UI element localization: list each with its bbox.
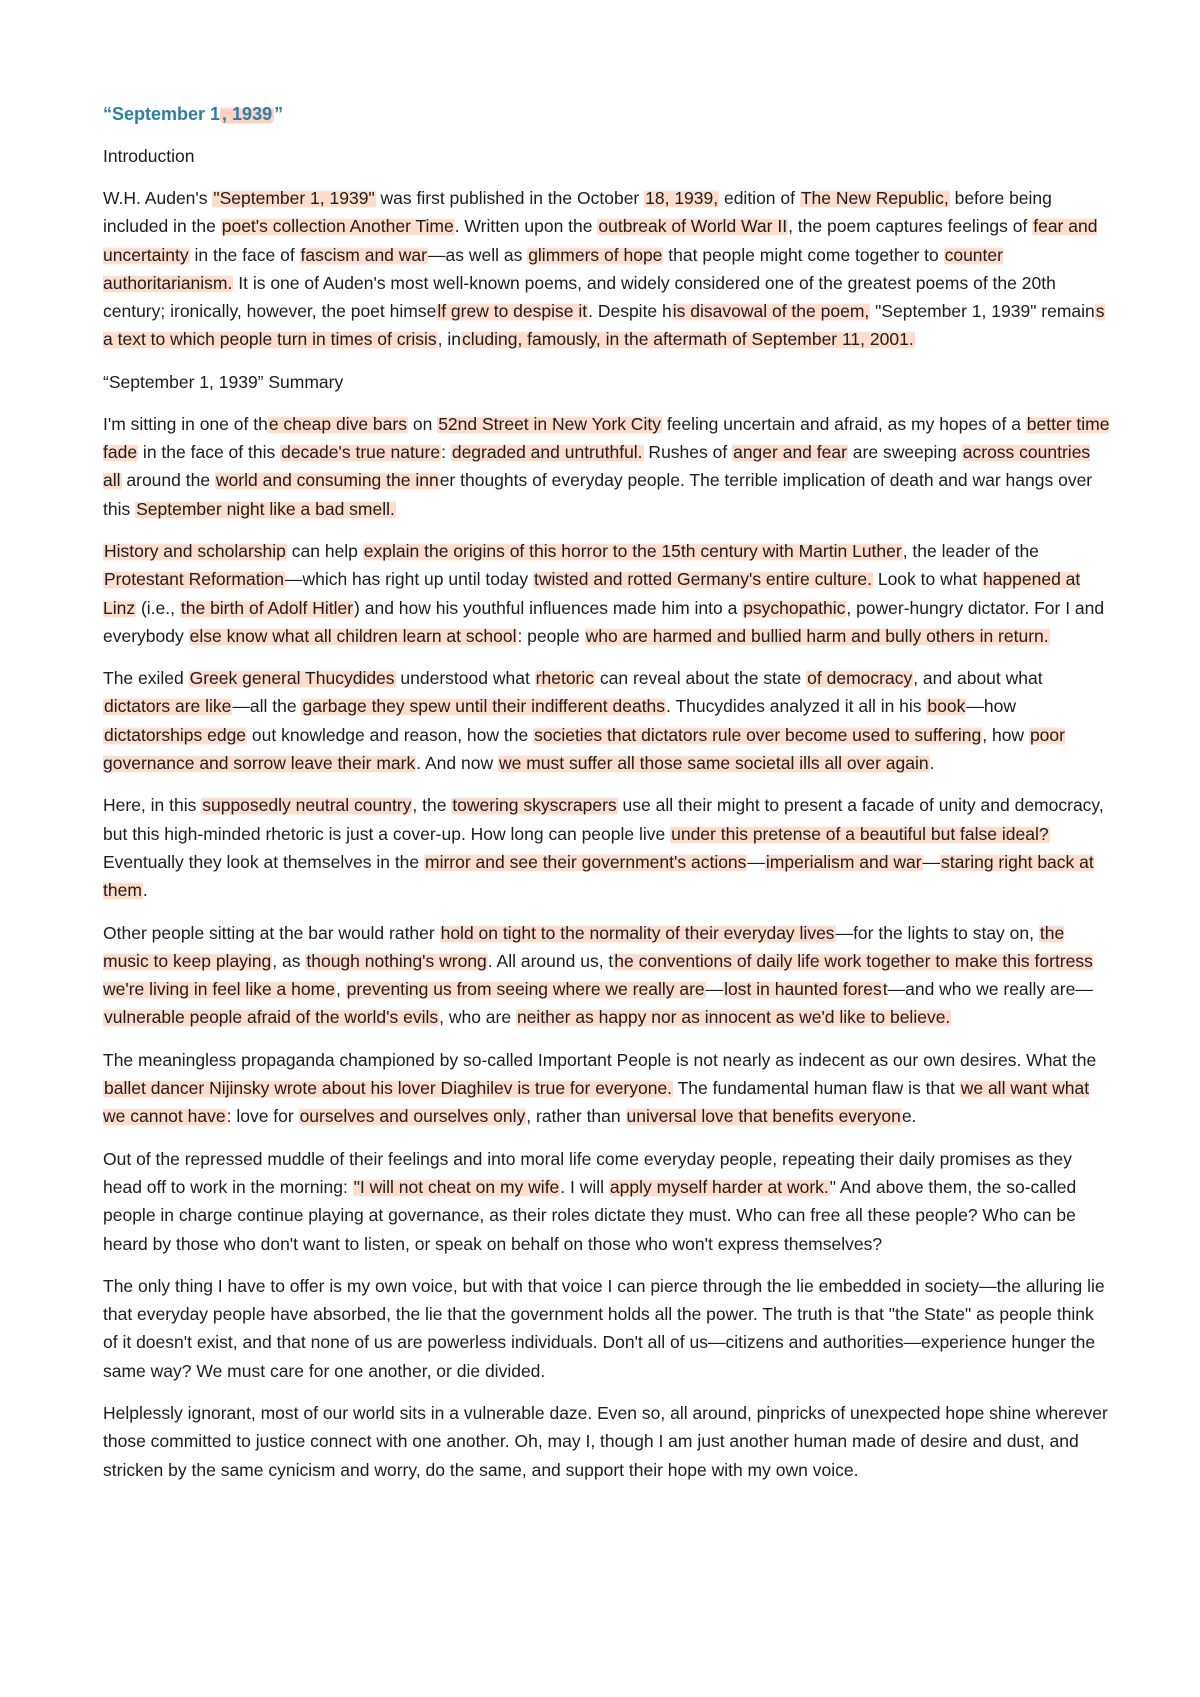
body-text: before being included in the bbox=[103, 188, 1052, 237]
highlighted-text: History and scholarship bbox=[104, 540, 286, 561]
body-text: er thoughts of everyday people. The terrible implication of death and war hangs over this bbox=[103, 470, 1093, 519]
summary-paragraph-3 bbox=[103, 664, 1113, 777]
body-text: — bbox=[922, 851, 941, 872]
body-text: , how bbox=[982, 724, 1029, 745]
highlighted-text: explain the origins of this horror to the 15th century with Martin Luther bbox=[363, 540, 902, 561]
body-text: : people bbox=[517, 625, 585, 646]
body-text: can reveal about the state bbox=[595, 668, 807, 689]
body-text: e. bbox=[901, 1106, 917, 1127]
highlighted-text: "September 1, 1939" bbox=[213, 188, 375, 208]
highlighted-text: Protestant Reformation bbox=[104, 569, 284, 590]
body-text: " And above them, the so-called people in charge continue playing at governance, as their roles dictate they must. Who can free all these people? Who can be heard by those who don't want to listen, or speak on behalf on those who won't express themselves? bbox=[103, 1176, 1077, 1254]
body-text: I'm sitting in one of th bbox=[103, 413, 268, 434]
highlighted-text: glimmers of hope bbox=[528, 244, 663, 265]
body-text: —which has right up until today bbox=[284, 569, 534, 590]
highlighted-text: dictators are like bbox=[104, 696, 232, 717]
body-text: Out of the repressed muddle of their feelings and into moral life come everyday people, repeating their daily promises as they head off to work in the morning: bbox=[103, 1148, 1072, 1197]
highlighted-text: of democracy bbox=[807, 668, 913, 689]
body-text: ) and how his youthful influences made him into a bbox=[354, 597, 743, 618]
body-text: . I will bbox=[560, 1176, 609, 1197]
highlighted-text: mirror and see their government's actions bbox=[425, 851, 747, 872]
body-text: . Thucydides analyzed it all in his bbox=[666, 696, 927, 717]
highlighted-text: September night like a bad smell. bbox=[136, 498, 395, 519]
body-text: —all the bbox=[232, 696, 302, 717]
highlighted-text: happened at Linz bbox=[103, 569, 1081, 618]
highlighted-text: The New Republic, bbox=[800, 188, 949, 208]
body-text: , in bbox=[437, 329, 461, 350]
body-text: . All around us, t bbox=[487, 950, 614, 971]
body-text: are sweeping bbox=[847, 442, 962, 463]
highlighted-text: ballet dancer Nijinsky wrote about his lover Diaghilev is true for everyone. bbox=[104, 1078, 673, 1099]
body-text: : love for bbox=[226, 1106, 299, 1127]
body-text: —as well as bbox=[427, 244, 528, 265]
body-text: Other people sitting at the bar would rather bbox=[103, 922, 440, 943]
body-text: "September 1, 1939" remain bbox=[870, 301, 1095, 322]
body-text: in the face of this bbox=[138, 442, 281, 463]
title-text: September 1 bbox=[112, 104, 221, 124]
highlighted-text: s a text to which people turn in times of crisis bbox=[103, 301, 1105, 350]
highlighted-text: vulnerable people afraid of the world's evils bbox=[104, 1007, 439, 1028]
summary-heading: “September 1, 1939” Summary bbox=[103, 371, 344, 392]
highlighted-text: supposedly neutral country bbox=[202, 795, 412, 816]
highlighted-text: poet's collection Another Time bbox=[221, 216, 454, 237]
highlighted-text: psychopathic bbox=[743, 597, 846, 618]
highlighted-text: towering skyscrapers bbox=[452, 795, 617, 816]
highlighted-text: preventing us from seeing where we really are bbox=[346, 979, 705, 1000]
highlighted-text: lost in haunted fores bbox=[724, 979, 882, 1000]
highlighted-text: dictatorships edge bbox=[104, 724, 247, 745]
highlighted-text: "I will not cheat on my wife bbox=[353, 1176, 560, 1197]
body-text: . Written upon the bbox=[454, 216, 598, 237]
highlighted-text: Greek general Thucydides bbox=[189, 668, 395, 689]
body-text: t—and who we really are— bbox=[882, 979, 1093, 1000]
document-title bbox=[103, 100, 1113, 128]
highlighted-text: societies that dictators rule over become used to suffering bbox=[534, 724, 982, 745]
highlighted-text: universal love that benefits everyon bbox=[626, 1106, 901, 1127]
body-text: in the face of bbox=[189, 244, 300, 265]
document-page bbox=[103, 100, 1113, 1498]
highlighted-text: is disavowal of the poem, bbox=[672, 301, 870, 322]
body-text: The only thing I have to offer is my own voice, but with that voice I can pierce through the lie embedded in society—the alluring lie that everyday people have absorbed, the lie that the government holds all the power. The truth is that "the State" as people think of it doesn't exist, and that none of us are powerless individuals. Don't all of us—citizens and authorities—experience hunger the same way? We must care for one another, or die divided. bbox=[103, 1275, 1105, 1381]
summary-paragraph-7 bbox=[103, 1145, 1113, 1258]
highlighted-text: we must suffer all those same societal ills all over again bbox=[498, 753, 929, 774]
highlighted-text: degraded and untruthful. bbox=[451, 442, 643, 463]
highlighted-text: neither as happy nor as innocent as we'd like to believe. bbox=[516, 1007, 951, 1028]
highlighted-text: fear and uncertainty bbox=[103, 216, 1098, 265]
body-text: The exiled bbox=[103, 668, 189, 689]
body-text: Here, in this bbox=[103, 795, 202, 816]
highlighted-text: twisted and rotted Germany's entire culture. bbox=[534, 569, 872, 590]
highlighted-text: staring right back at them bbox=[103, 851, 1094, 901]
highlighted-text: we all want what we cannot have bbox=[103, 1078, 1090, 1127]
highlighted-text: book bbox=[927, 696, 966, 717]
highlighted-text: hold on tight to the normality of their everyday lives bbox=[440, 922, 835, 943]
highlighted-text: counter authoritarianism. bbox=[103, 244, 1003, 293]
body-text: , bbox=[335, 979, 346, 1000]
body-text: feeling uncertain and afraid, as my hopes of a bbox=[661, 413, 1026, 434]
highlighted-text: 18, 1939, bbox=[645, 188, 719, 208]
body-text: , power-hungry dictator. For I and everybody bbox=[103, 597, 1105, 646]
summary-paragraph-5 bbox=[103, 919, 1113, 1032]
body-text: , who are bbox=[439, 1007, 516, 1028]
body-text: edition of bbox=[719, 188, 800, 208]
highlighted-text: ourselves and ourselves only bbox=[299, 1106, 526, 1127]
body-text: . bbox=[929, 753, 935, 774]
highlighted-text: fascism and war bbox=[300, 244, 427, 265]
highlighted-text: though nothing's wrong bbox=[306, 950, 487, 971]
body-text: The meaningless propaganda championed by so-called Important People is not nearly as indecent as our own desires. What the bbox=[103, 1049, 1097, 1070]
summary-paragraph-1 bbox=[103, 410, 1113, 523]
body-text: The fundamental human flaw is that bbox=[673, 1078, 960, 1099]
body-text: —how bbox=[966, 696, 1016, 717]
intro-paragraph bbox=[103, 184, 1113, 354]
body-text: — bbox=[705, 979, 724, 1000]
body-text: , the leader of the bbox=[902, 540, 1039, 561]
highlighted-text: he conventions of daily life work together to make this fortress we're living in feel like a home bbox=[103, 950, 1093, 1000]
body-text: It is one of Auden's most well-known poems, and widely considered one of the greatest poems of the 20th century; ironically, however, the poet himse bbox=[103, 272, 1056, 322]
highlighted-text: else know what all children learn at school bbox=[189, 625, 517, 646]
highlighted-text: outbreak of World War II bbox=[598, 216, 788, 237]
highlighted-text: under this pretense of a beautiful but false ideal? bbox=[671, 823, 1049, 844]
highlighted-text: who are harmed and bullied harm and bully others in return. bbox=[585, 625, 1049, 646]
body-text: , the bbox=[412, 795, 452, 816]
body-text: , as bbox=[272, 950, 306, 971]
summary-paragraph-6 bbox=[103, 1046, 1113, 1131]
body-text: — bbox=[747, 851, 765, 872]
highlighted-text: 52nd Street in New York City bbox=[438, 413, 661, 434]
body-text: was first published in the October bbox=[375, 188, 645, 208]
title-open-quote: “ bbox=[103, 104, 112, 124]
highlighted-text: anger and fear bbox=[733, 442, 847, 463]
body-text: . bbox=[142, 880, 148, 901]
highlighted-text: decade's true nature bbox=[281, 442, 441, 463]
body-text: —for the lights to stay on, bbox=[835, 922, 1039, 943]
body-text: , the poem captures feelings of bbox=[788, 216, 1033, 237]
body-text: W.H. Auden's bbox=[103, 188, 213, 208]
body-text: out knowledge and reason, how the bbox=[247, 724, 534, 745]
summary-paragraph-8 bbox=[103, 1272, 1113, 1385]
body-text: : bbox=[441, 442, 451, 463]
body-text: Helplessly ignorant, most of our world sits in a vulnerable daze. Even so, all around, pinpricks of unexpected hope shine wherever those committed to justice connect with one another. Oh, may I, though I am just another human made of desire and dust, and stricken by the same cynicism and worry, do the same, and support their hope with my own voice. bbox=[103, 1402, 1108, 1480]
title-highlighted-text: , 1939 bbox=[222, 104, 273, 124]
summary-paragraph-2 bbox=[103, 537, 1113, 650]
body-text: (i.e., bbox=[136, 597, 180, 618]
highlighted-text: garbage they spew until their indifferent deaths bbox=[302, 696, 666, 717]
highlighted-text: rhetoric bbox=[535, 668, 595, 689]
body-text: use all their might to present a facade of unity and democracy, but this high-minded rhetoric is just a cover-up. How long can people live bbox=[103, 795, 1104, 844]
body-text: Rushes of bbox=[643, 442, 733, 463]
introduction-heading: Introduction bbox=[103, 146, 195, 166]
highlighted-text: world and consuming the inn bbox=[215, 470, 439, 491]
body-text: , and about what bbox=[913, 668, 1043, 689]
summary-paragraph-9 bbox=[103, 1399, 1113, 1484]
highlighted-text: the music to keep playing bbox=[103, 922, 1065, 971]
title-close-quote: ” bbox=[274, 104, 284, 124]
highlighted-text: lf grew to despise it bbox=[437, 301, 588, 322]
body-text: can help bbox=[286, 540, 363, 561]
highlighted-text: cluding, famously, in the aftermath of September 11, 2001. bbox=[461, 329, 914, 350]
body-text: . Despite h bbox=[588, 301, 672, 322]
body-text: around the bbox=[121, 470, 215, 491]
body-text: , rather than bbox=[526, 1106, 626, 1127]
highlighted-text: better time fade bbox=[103, 413, 1110, 463]
highlighted-text: imperialism and war bbox=[765, 851, 922, 872]
summary-paragraph-4 bbox=[103, 791, 1113, 904]
body-text: understood what bbox=[395, 668, 535, 689]
body-text: . And now bbox=[416, 753, 498, 774]
highlighted-text: poor governance and sorrow leave their mark bbox=[103, 724, 1065, 774]
highlighted-text: apply myself harder at work. bbox=[609, 1176, 829, 1197]
highlighted-text: e cheap dive bars bbox=[268, 413, 407, 434]
body-text: that people might come together to bbox=[663, 244, 944, 265]
body-text: Look to what bbox=[872, 569, 982, 590]
highlighted-text: across countries all bbox=[103, 442, 1091, 491]
body-text: Eventually they look at themselves in the bbox=[103, 851, 425, 872]
body-text: on bbox=[407, 413, 438, 434]
highlighted-text: the birth of Adolf Hitler bbox=[180, 597, 354, 618]
